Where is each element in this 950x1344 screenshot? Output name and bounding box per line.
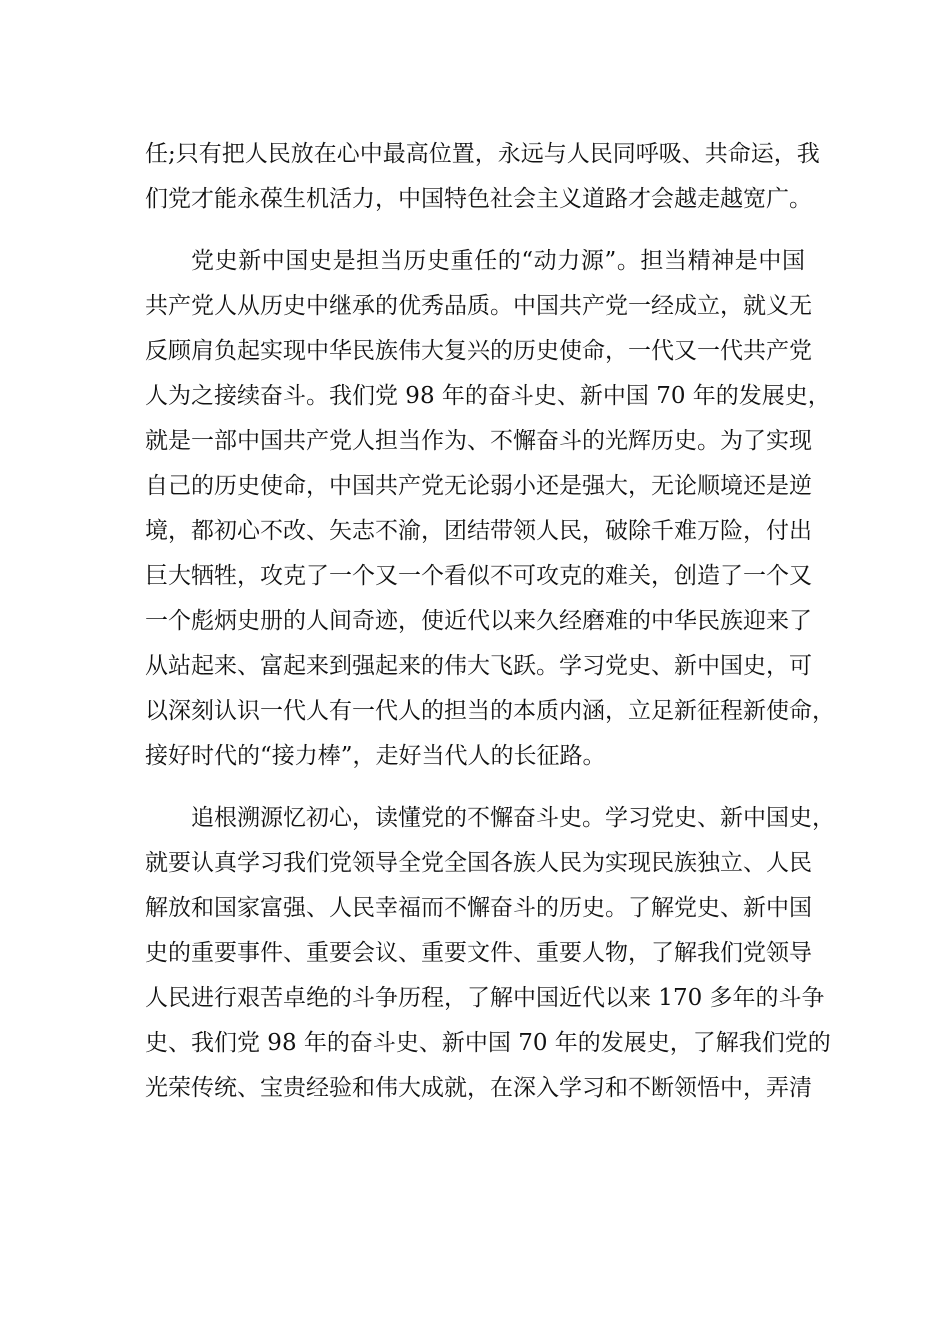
- text-line: 人为之接续奋斗。我们党 98 年的奋斗史、新中国 70 年的发展史，: [145, 383, 831, 409]
- body-text: [145, 132, 835, 1111]
- paragraph-gap: [145, 222, 805, 239]
- paragraph-2: [145, 239, 835, 779]
- text-line: 任;只有把人民放在心中最高位置，永远与人民同呼吸、共命运，我: [145, 141, 820, 167]
- text-line: 们党才能永葆生机活力，中国特色社会主义道路才会越走越宽广。: [145, 186, 812, 212]
- text-line: 以深刻认识一代人有一代人的担当的本质内涵，立足新征程新使命，: [145, 698, 835, 724]
- text-line: 党史新中国史是担当历史重任的“动力源”。担当精神是中国: [191, 248, 805, 274]
- text-line: 追根溯源忆初心，读懂党的不懈奋斗史。学习党史、新中国史，: [191, 805, 835, 831]
- text-line: 反顾肩负起实现中华民族伟大复兴的历史使命，一代又一代共产党: [145, 338, 812, 364]
- text-line: 人民进行艰苦卓绝的斗争历程，了解中国近代以来 170 多年的斗争: [145, 985, 825, 1011]
- text-line: 接好时代的“接力棒”，走好当代人的长征路。: [145, 743, 606, 769]
- text-line: 就要认真学习我们党领导全党全国各族人民为实现民族独立、人民: [145, 850, 812, 876]
- text-line: 光荣传统、宝贵经验和伟大成就，在深入学习和不断领悟中，弄清: [145, 1075, 812, 1101]
- text-line: 从站起来、富起来到强起来的伟大飞跃。学习党史、新中国史，可: [145, 653, 812, 679]
- paragraph-3: [145, 796, 835, 1111]
- text-line: 解放和国家富强、人民幸福而不懈奋斗的历史。了解党史、新中国: [145, 895, 812, 921]
- text-line: 境，都初心不改、矢志不渝，团结带领人民，破除千难万险，付出: [145, 518, 812, 544]
- paragraph-gap: [145, 779, 805, 796]
- paragraph-1: [145, 132, 820, 222]
- text-line: 自己的历史使命，中国共产党无论弱小还是强大，无论顺境还是逆: [145, 473, 812, 499]
- text-line: 就是一部中国共产党人担当作为、不懈奋斗的光辉历史。为了实现: [145, 428, 812, 454]
- text-line: 史的重要事件、重要会议、重要文件、重要人物，了解我们党领导: [145, 940, 812, 966]
- text-line: 史、我们党 98 年的奋斗史、新中国 70 年的发展史，了解我们党的: [145, 1030, 831, 1056]
- text-line: 一个彪炳史册的人间奇迹，使近代以来久经磨难的中华民族迎来了: [145, 608, 812, 634]
- text-line: 共产党人从历史中继承的优秀品质。中国共产党一经成立，就义无: [145, 293, 812, 319]
- text-line: 巨大牺牲，攻克了一个又一个看似不可攻克的难关，创造了一个又: [145, 563, 812, 589]
